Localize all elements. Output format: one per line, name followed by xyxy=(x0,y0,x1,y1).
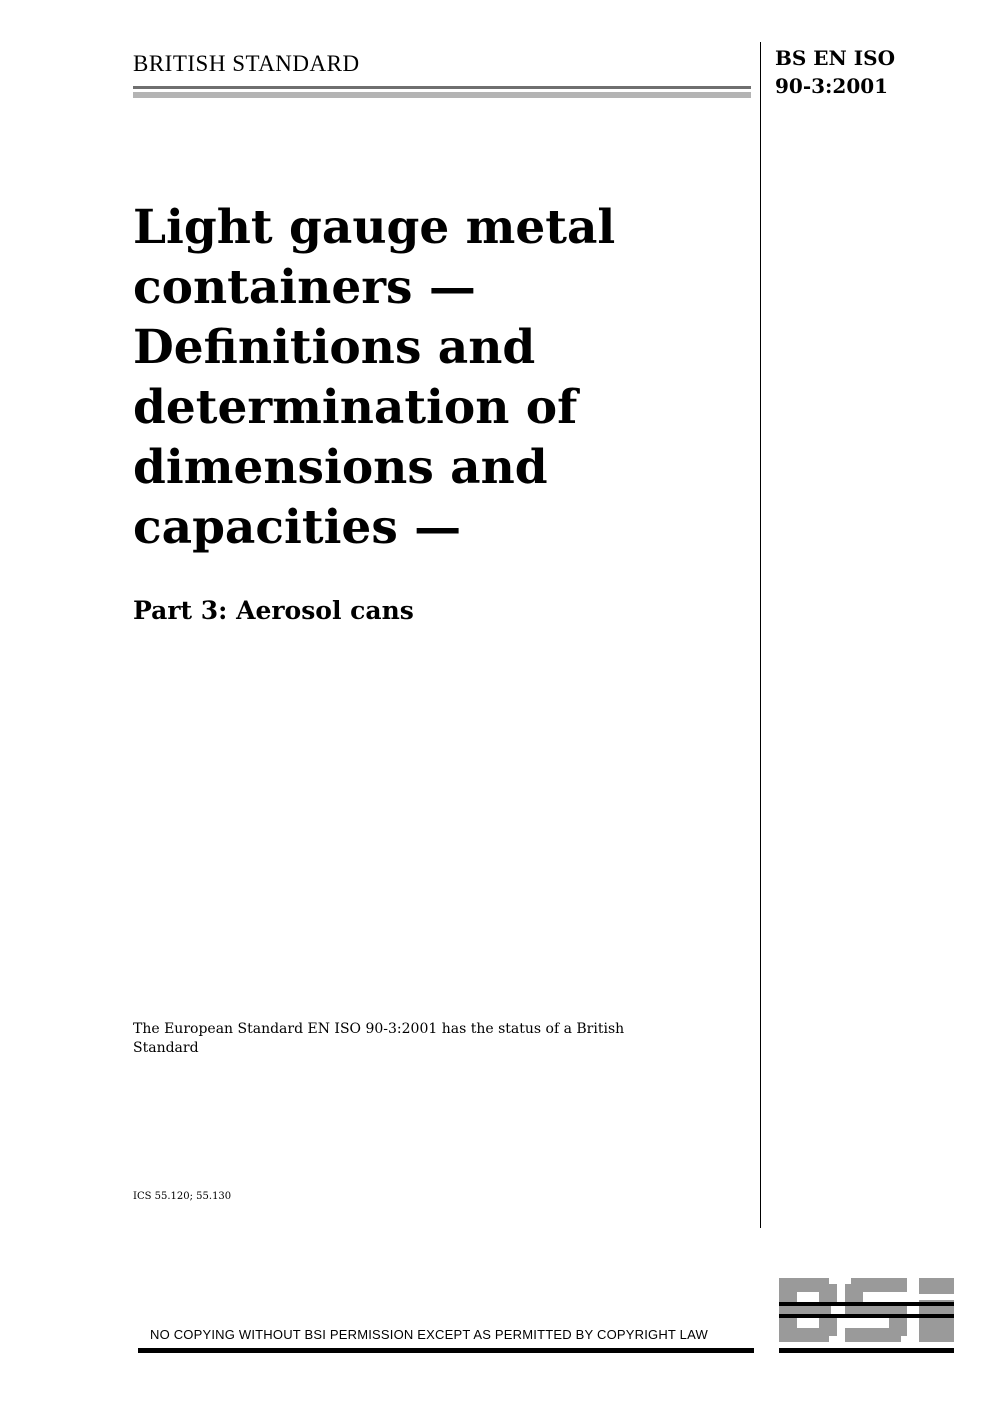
copyright-notice: NO COPYING WITHOUT BSI PERMISSION EXCEPT AS PERMITTED BY COPYRIGHT LAW xyxy=(150,1327,708,1342)
title-line: determination of xyxy=(133,380,578,435)
document-title xyxy=(133,198,743,558)
title-line: Definitions and xyxy=(133,320,536,375)
bsi-logo xyxy=(779,1278,954,1342)
footer-rule xyxy=(138,1348,754,1353)
standard-number-line1: BS EN ISO xyxy=(775,46,896,70)
title-line: Light gauge metal xyxy=(133,200,616,255)
standard-number xyxy=(775,44,895,100)
status-note: The European Standard EN ISO 90-3:2001 has the status of a British Standard xyxy=(133,1021,625,1056)
bsi-logo-letters xyxy=(779,1278,954,1342)
title-line: dimensions and xyxy=(133,440,548,495)
vertical-divider xyxy=(760,42,761,1228)
standard-number-line2: 90-3:2001 xyxy=(775,74,889,98)
footer-rule-logo xyxy=(779,1348,954,1353)
title-line: containers — xyxy=(133,260,476,315)
ics-code: ICS 55.120; 55.130 xyxy=(133,1191,232,1202)
header-rule-dark xyxy=(133,86,751,89)
title-line: capacities — xyxy=(133,500,462,555)
document-subtitle: Part 3: Aerosol cans xyxy=(133,596,414,625)
header-label: BRITISH STANDARD xyxy=(133,51,360,76)
header-rule xyxy=(133,86,751,98)
header-rule-light xyxy=(133,92,751,98)
